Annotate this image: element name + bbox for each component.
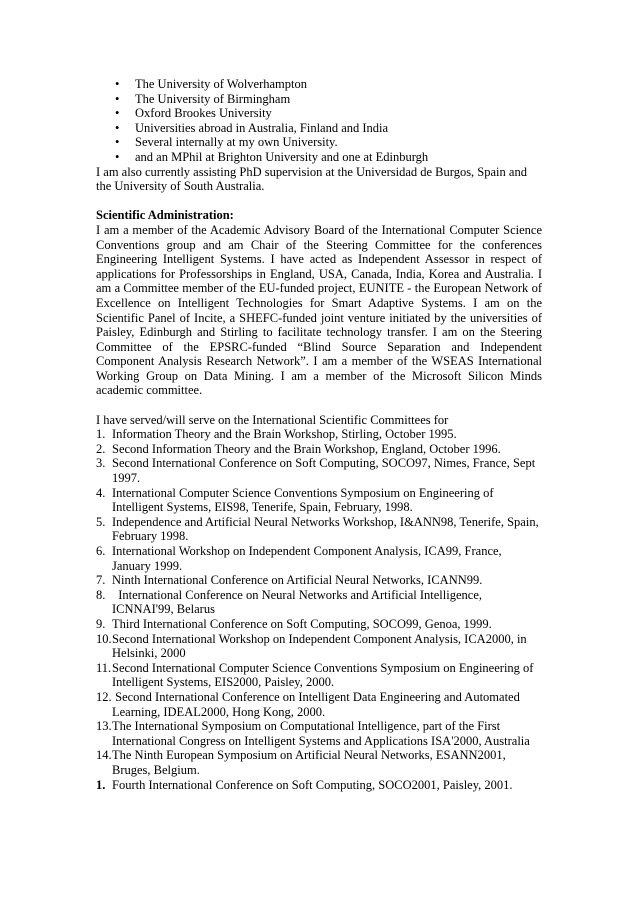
item-number: 12. (96, 689, 112, 704)
list-item (96, 573, 542, 588)
item-text: Fourth International Conference on Soft Computing, SOCO2001, Paisley, 2001. (112, 777, 513, 792)
item-number: 1. (96, 777, 106, 792)
list-item: • The University of Wolverhampton (96, 77, 542, 92)
item-text: International Computer Science Conventions Symposium on Engineering of Intelligent Systems, EIS98, Tenerife, Spain, February, 1998. (112, 485, 494, 515)
item-text: Second International Workshop on Independent Component Analysis, ICA2000, in Helsinki, 2000 (112, 631, 527, 661)
spacer (96, 194, 542, 209)
document-page (96, 77, 542, 792)
list-item (96, 427, 542, 442)
item-number: 7. (96, 573, 106, 588)
list-item (96, 456, 542, 485)
list-item (96, 719, 542, 748)
admin-heading: Scientific Administration: (96, 208, 234, 223)
list-item: • The University of Birmingham (96, 92, 542, 107)
item-number: 5. (96, 514, 106, 529)
item-text: Second International Computer Science Conventions Symposium on Engineering of Intelligent Systems, EIS2000, Paisley, 2000. (112, 660, 534, 690)
item-number: 3. (96, 456, 106, 471)
item-text: International Conference on Neural Networks and Artificial Intelligence, ICNNAI'99, Belarus (112, 587, 486, 617)
list-item (96, 632, 542, 661)
item-text: Second International Conference on Intelligent Data Engineering and Automated Learning, IDEAL2000, Hong Kong, 2000. (112, 689, 523, 719)
list-item (96, 690, 542, 719)
list-item: • Universities abroad in Australia, Finland and India (96, 121, 542, 136)
item-text: Second International Conference on Soft Computing, SOCO97, Nimes, France, Sept 1997. (112, 456, 536, 486)
item-text: Independence and Artificial Neural Networks Workshop, I&ANN98, Tenerife, Spain, February 1998. (112, 514, 539, 544)
item-number: 13. (96, 719, 112, 734)
list-item (96, 588, 542, 617)
list-item (96, 515, 542, 544)
item-number: 10. (96, 631, 112, 646)
list-item (96, 748, 542, 777)
list-item (96, 544, 542, 573)
item-number: 1. (96, 427, 106, 442)
item-number: 8. (96, 587, 106, 602)
item-number: 11. (96, 660, 112, 675)
item-text: International Workshop on Independent Component Analysis, ICA99, France, January 1999. (112, 544, 502, 573)
item-text: Third International Conference on Soft Computing, SOCO99, Genoa, 1999. (112, 616, 492, 631)
spacer (96, 398, 542, 413)
list-item: • Oxford Brookes University (96, 106, 542, 121)
list-item (96, 442, 542, 457)
item-text: Second Information Theory and the Brain Workshop, England, October 1996. (112, 441, 501, 456)
committees-list (96, 427, 542, 792)
list-item (96, 486, 542, 515)
committees-intro: I have served/will serve on the International Scientific Committees for (96, 412, 449, 427)
list-item (96, 778, 542, 793)
item-text: The International Symposium on Computational Intelligence, part of the First International Congress on Intelligent Systems and Applications ISA'2000, Australia (112, 719, 530, 748)
item-number: 9. (96, 616, 106, 631)
item-text: Information Theory and the Brain Workshop, Stirling, October 1995. (112, 427, 457, 442)
item-text: Ninth International Conference on Artificial Neural Networks, ICANN99. (112, 573, 483, 588)
item-text: The Ninth European Symposium on Artificial Neural Networks, ESANN2001, Bruges, Belgium. (112, 748, 506, 777)
phd-paragraph: I am also currently assisting PhD supervision at the Universidad de Burgos, Spain and the University of South Australia. (96, 164, 527, 194)
item-number: 14. (96, 748, 112, 763)
item-number: 2. (96, 441, 106, 456)
item-number: 6. (96, 544, 106, 558)
list-item: • Several internally at my own University. (96, 135, 542, 150)
item-number: 4. (96, 485, 106, 500)
supervision-list (96, 77, 542, 165)
admin-paragraph: I am a member of the Academic Advisory Board of the International Computer Science Conventions group and am Chair of the Steering Committee for the conferences Engineering Intelligent Systems. I have acted as Independent Assessor in respect of applications for Professorships in England, USA, Canada, India, Korea and Australia. I am a Committee member of the EU-funded project, EUNITE - the European Network of Excellence on Intelligent Technologies for Smart Adaptive Systems. I am on the Scientific Panel of Incite, a SHEFC-funded joint venture initiated by the universities of Paisley, Edinburgh and Stirling to facilitate technology transfer. I am on the Steering Committee of the EPSRC-funded “Blind Source Separation and Independent Component Analysis Research Network”. I am a member of the WSEAS International Working Group on Data Mining. I am a member of the Microsoft Silicon Minds academic committee. (96, 222, 542, 398)
list-item: • and an MPhil at Brighton University and one at Edinburgh (96, 150, 542, 165)
list-item (96, 617, 542, 632)
list-item (96, 661, 542, 690)
